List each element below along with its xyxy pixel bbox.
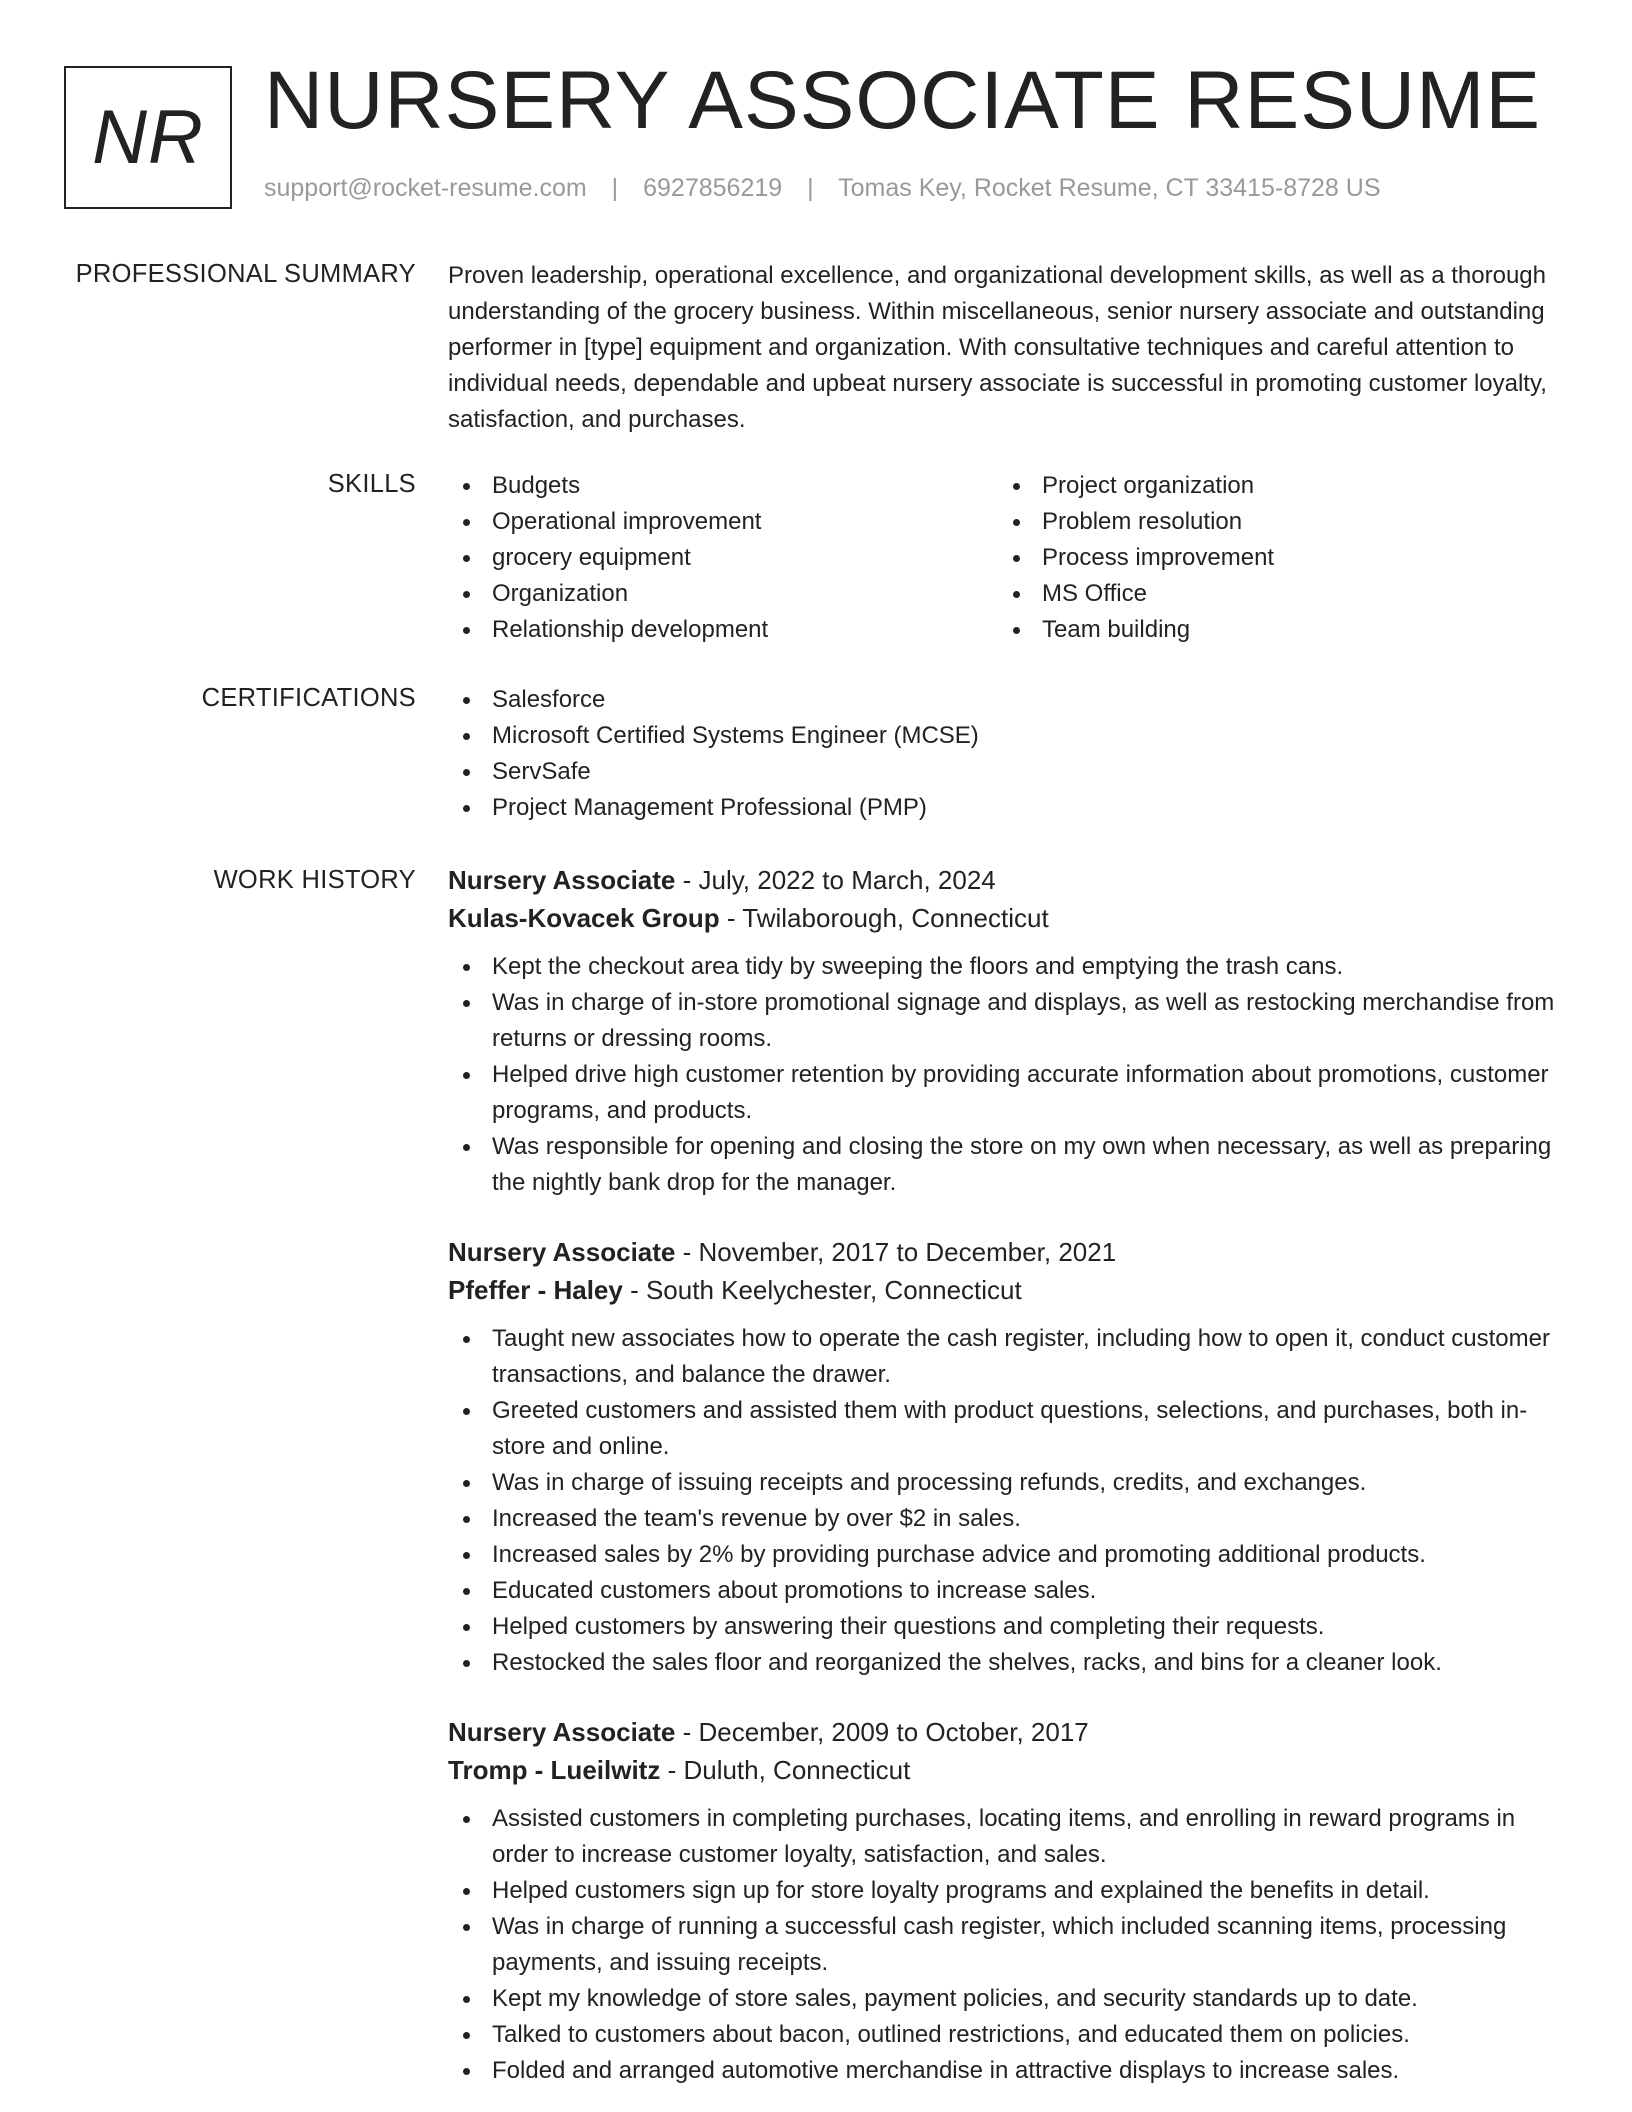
job-bullet: Was in charge of running a successful cash register, which included scanning items, processing payments, and issuing receipts. — [448, 1909, 1568, 1981]
job-company-line — [448, 1751, 1568, 1789]
job-bullet: Was responsible for opening and closing the store on my own when necessary, as well as preparing the nightly bank drop for the manager. — [448, 1129, 1568, 1201]
certifications-list — [448, 682, 1568, 826]
job-bullet: Increased the team's revenue by over $2 in sales. — [448, 1501, 1568, 1537]
job-bullet: Taught new associates how to operate the cash register, including how to open it, conduct customer transactions, and balance the drawer. — [448, 1321, 1568, 1393]
job-entry — [448, 1233, 1568, 1681]
certification-item: Project Management Professional (PMP) — [448, 790, 1568, 826]
skill-item: grocery equipment — [448, 540, 768, 576]
section-label-certifications: CERTIFICATIONS — [201, 684, 416, 712]
job-bullets — [448, 949, 1568, 1201]
monogram-initials: NR — [92, 95, 204, 180]
job-dash: - — [675, 865, 699, 895]
section-label-skills: SKILLS — [327, 470, 416, 498]
job-bullets — [448, 1801, 1568, 2089]
job-bullet: Increased sales by 2% by providing purchase advice and promoting additional products. — [448, 1537, 1568, 1573]
job-location: South Keelychester, Connecticut — [645, 1275, 1022, 1305]
skill-item: MS Office — [998, 576, 1274, 612]
job-dash: - — [660, 1755, 684, 1785]
job-bullet: Talked to customers about bacon, outlined restrictions, and educated them on policies. — [448, 2017, 1568, 2053]
skill-item: Process improvement — [998, 540, 1274, 576]
job-bullet: Was in charge of issuing receipts and processing refunds, credits, and exchanges. — [448, 1465, 1568, 1501]
job-bullet: Educated customers about promotions to increase sales. — [448, 1573, 1568, 1609]
work-history-body — [448, 861, 1568, 2089]
job-bullets — [448, 1321, 1568, 1681]
job-bullet: Helped customers sign up for store loyalty programs and explained the benefits in detail. — [448, 1873, 1568, 1909]
job-title-line — [448, 1233, 1568, 1271]
job-bullet: Kept my knowledge of store sales, payment policies, and security standards up to date. — [448, 1981, 1568, 2017]
job-bullet: Was in charge of in-store promotional signage and displays, as well as restocking merchandise from returns or dressing rooms. — [448, 985, 1568, 1057]
job-location: Duluth, Connecticut — [683, 1755, 911, 1785]
job-dates: December, 2009 to October, 2017 — [698, 1717, 1089, 1747]
contact-email[interactable]: support@rocket-resume.com — [264, 174, 587, 202]
job-location: Twilaborough, Connecticut — [742, 903, 1049, 933]
job-title-line — [448, 1713, 1568, 1751]
resume-title: NURSERY ASSOCIATE RESUME — [264, 55, 1542, 146]
skill-item: Team building — [998, 612, 1274, 648]
job-bullet: Helped drive high customer retention by providing accurate information about promotions, customer programs, and products. — [448, 1057, 1568, 1129]
skill-item: Problem resolution — [998, 504, 1274, 540]
contact-line — [264, 174, 1381, 203]
certification-item: ServSafe — [448, 754, 1568, 790]
job-dash: - — [622, 1275, 646, 1305]
job-dates: November, 2017 to December, 2021 — [698, 1237, 1117, 1267]
job-company-line — [448, 899, 1568, 937]
skill-item: Project organization — [998, 468, 1274, 504]
summary-body — [448, 258, 1568, 438]
contact-separator: | — [807, 174, 814, 202]
skills-list-left — [448, 468, 768, 648]
job-title: Nursery Associate — [448, 1237, 676, 1267]
certification-item: Microsoft Certified Systems Engineer (MCSE) — [448, 718, 1568, 754]
contact-address: Tomas Key, Rocket Resume, CT 33415-8728 US — [838, 174, 1381, 202]
job-company: Kulas-Kovacek Group — [448, 903, 720, 933]
skills-body — [448, 468, 1568, 648]
job-bullet: Assisted customers in completing purchases, locating items, and enrolling in reward programs in order to increase customer loyalty, satisfaction, and sales. — [448, 1801, 1568, 1873]
job-dash: - — [675, 1717, 699, 1747]
job-title: Nursery Associate — [448, 1717, 676, 1747]
job-company: Pfeffer - Haley — [448, 1275, 623, 1305]
job-title: Nursery Associate — [448, 865, 676, 895]
job-bullet: Restocked the sales floor and reorganized the shelves, racks, and bins for a cleaner look. — [448, 1645, 1568, 1681]
skill-item: Organization — [448, 576, 768, 612]
job-entry — [448, 861, 1568, 1201]
job-dash: - — [719, 903, 743, 933]
certification-item: Salesforce — [448, 682, 1568, 718]
job-title-line — [448, 861, 1568, 899]
contact-phone[interactable]: 6927856219 — [643, 174, 783, 202]
skill-item: Budgets — [448, 468, 768, 504]
contact-separator: | — [611, 174, 619, 202]
section-label-work-history: WORK HISTORY — [213, 866, 416, 894]
skill-item: Relationship development — [448, 612, 768, 648]
certifications-body — [448, 682, 1568, 826]
monogram-badge — [64, 66, 232, 209]
job-dash: - — [675, 1237, 699, 1267]
job-company-line — [448, 1271, 1568, 1309]
section-label-summary: PROFESSIONAL SUMMARY — [75, 260, 416, 288]
job-bullet: Helped customers by answering their questions and completing their requests. — [448, 1609, 1568, 1645]
job-entry — [448, 1713, 1568, 2089]
job-bullet: Greeted customers and assisted them with product questions, selections, and purchases, both in-store and online. — [448, 1393, 1568, 1465]
summary-text: Proven leadership, operational excellence, and organizational development skills, as well as a thorough understanding of the grocery business. Within miscellaneous, senior nursery associate and outstanding performer in [type] equipment and organization. With consultative techniques and careful attention to individual needs, dependable and upbeat nursery associate is successful in promoting customer loyalty, satisfaction, and purchases. — [448, 262, 1547, 433]
job-bullet: Kept the checkout area tidy by sweeping the floors and emptying the trash cans. — [448, 949, 1568, 985]
job-dates: July, 2022 to March, 2024 — [698, 865, 996, 895]
skill-item: Operational improvement — [448, 504, 768, 540]
job-company: Tromp - Lueilwitz — [448, 1755, 661, 1785]
skills-list-right — [998, 468, 1274, 648]
job-bullet: Folded and arranged automotive merchandise in attractive displays to increase sales. — [448, 2053, 1568, 2089]
